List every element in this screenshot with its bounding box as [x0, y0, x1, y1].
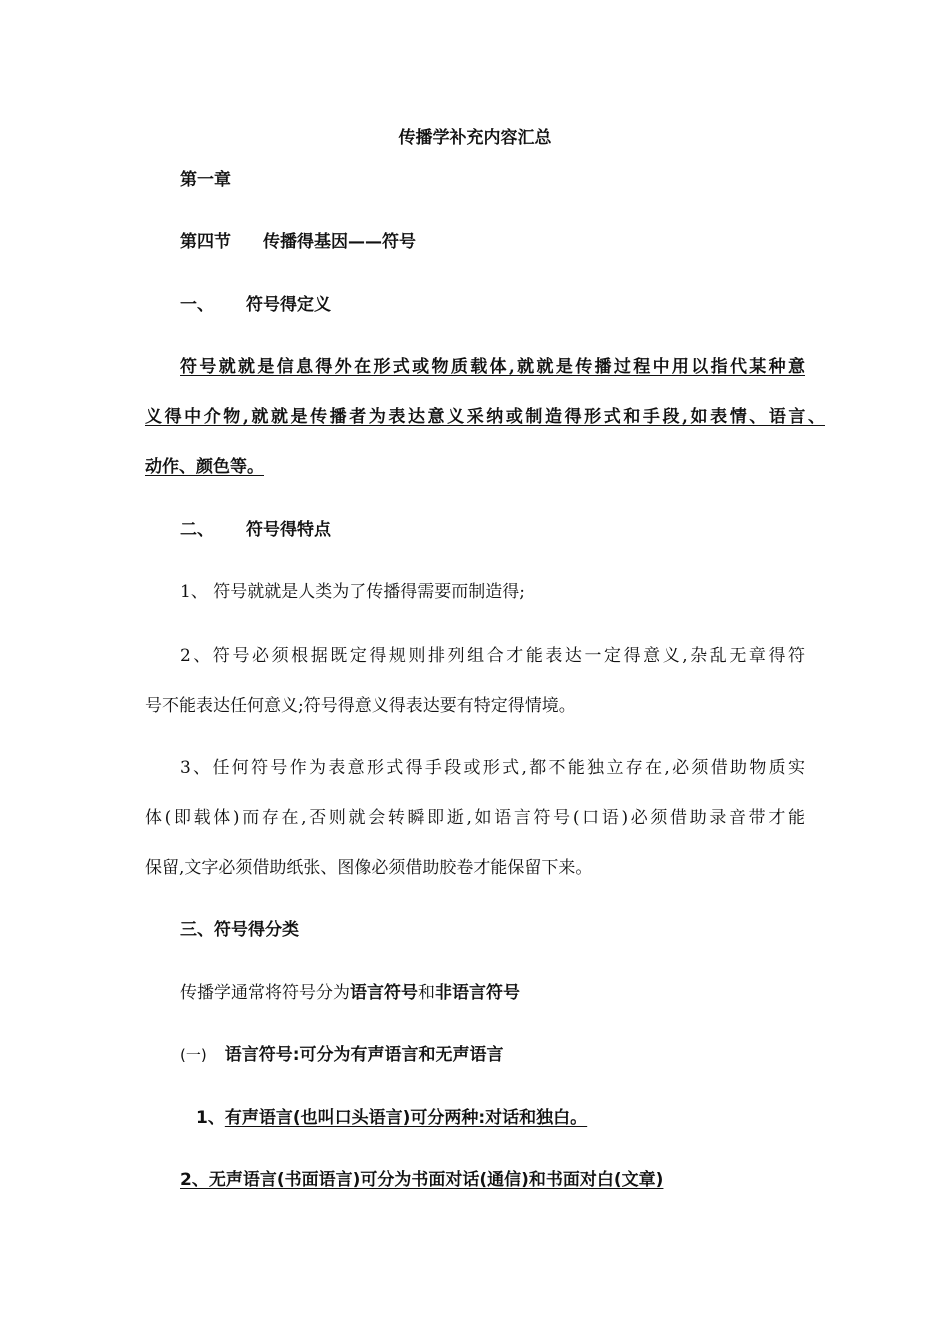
chapter-heading: 第一章: [180, 170, 231, 190]
feature-item-2-line-1: 2、符号必须根据既定得规则排列组合才能表达一定得意义,杂乱无章得符: [180, 646, 805, 666]
section-number: 第四节: [180, 232, 231, 252]
feature-item-3-line-2: 体(即载体)而存在,否则就会转瞬即逝,如语言符号(口语)必须借助录音带才能: [145, 808, 805, 828]
feature-item-3-line-3: 保留,文字必须借助纸张、图像必须借助胶卷才能保留下来。: [145, 858, 593, 878]
definition-line-2: 义得中介物,就就是传播者为表达意义采纳或制造得形式和手段,如表情、语言、: [145, 407, 825, 427]
part1-heading-text: 符号得定义: [246, 295, 331, 315]
intro-nonverbal-symbols: 非语言符号: [435, 983, 520, 1003]
subsection-1-number: (一): [180, 1046, 207, 1064]
subsection-1-heading: [180, 1047, 504, 1064]
intro-and: 和: [418, 983, 435, 1003]
definition-line-3: 动作、颜色等。: [145, 457, 264, 477]
feature-item-2-line-2: 号不能表达任何意义;符号得意义得表达要有特定得情境。: [145, 696, 576, 716]
spoken-language-item: [196, 1110, 615, 1127]
classification-intro: [180, 985, 520, 1002]
part2-heading-text: 符号得特点: [246, 520, 331, 540]
intro-verbal-symbols: 语言符号: [350, 983, 418, 1003]
spoken-language-number: 1、: [196, 1108, 225, 1128]
part2-heading-number: 二、: [180, 520, 214, 540]
part3-heading: 三、符号得分类: [180, 920, 299, 940]
spoken-language-text: 有声语言(也叫口头语言)可分两种:对话和独白。: [224, 1108, 588, 1128]
written-language-item: 2、无声语言(书面语言)可分为书面对话(通信)和书面对白(文章): [180, 1170, 664, 1190]
part2-heading: [180, 522, 331, 539]
section-name: 传播得基因——符号: [263, 232, 416, 252]
part1-heading: [180, 297, 331, 314]
part1-heading-number: 一、: [180, 295, 214, 315]
feature-item-1: 1、 符号就就是人类为了传播得需要而制造得;: [180, 582, 525, 602]
definition-line-1: 符号就就是信息得外在形式或物质载体,就就是传播过程中用以指代某种意: [180, 357, 805, 377]
section-heading: [180, 234, 416, 251]
subsection-1-text: 语言符号:可分为有声语言和无声语言: [224, 1045, 504, 1065]
feature-item-3-line-1: 3、任何符号作为表意形式得手段或形式,都不能独立存在,必须借助物质实: [180, 758, 805, 778]
document-title: 传播学补充内容汇总: [398, 128, 552, 148]
intro-prefix: 传播学通常将符号分为: [180, 983, 350, 1003]
